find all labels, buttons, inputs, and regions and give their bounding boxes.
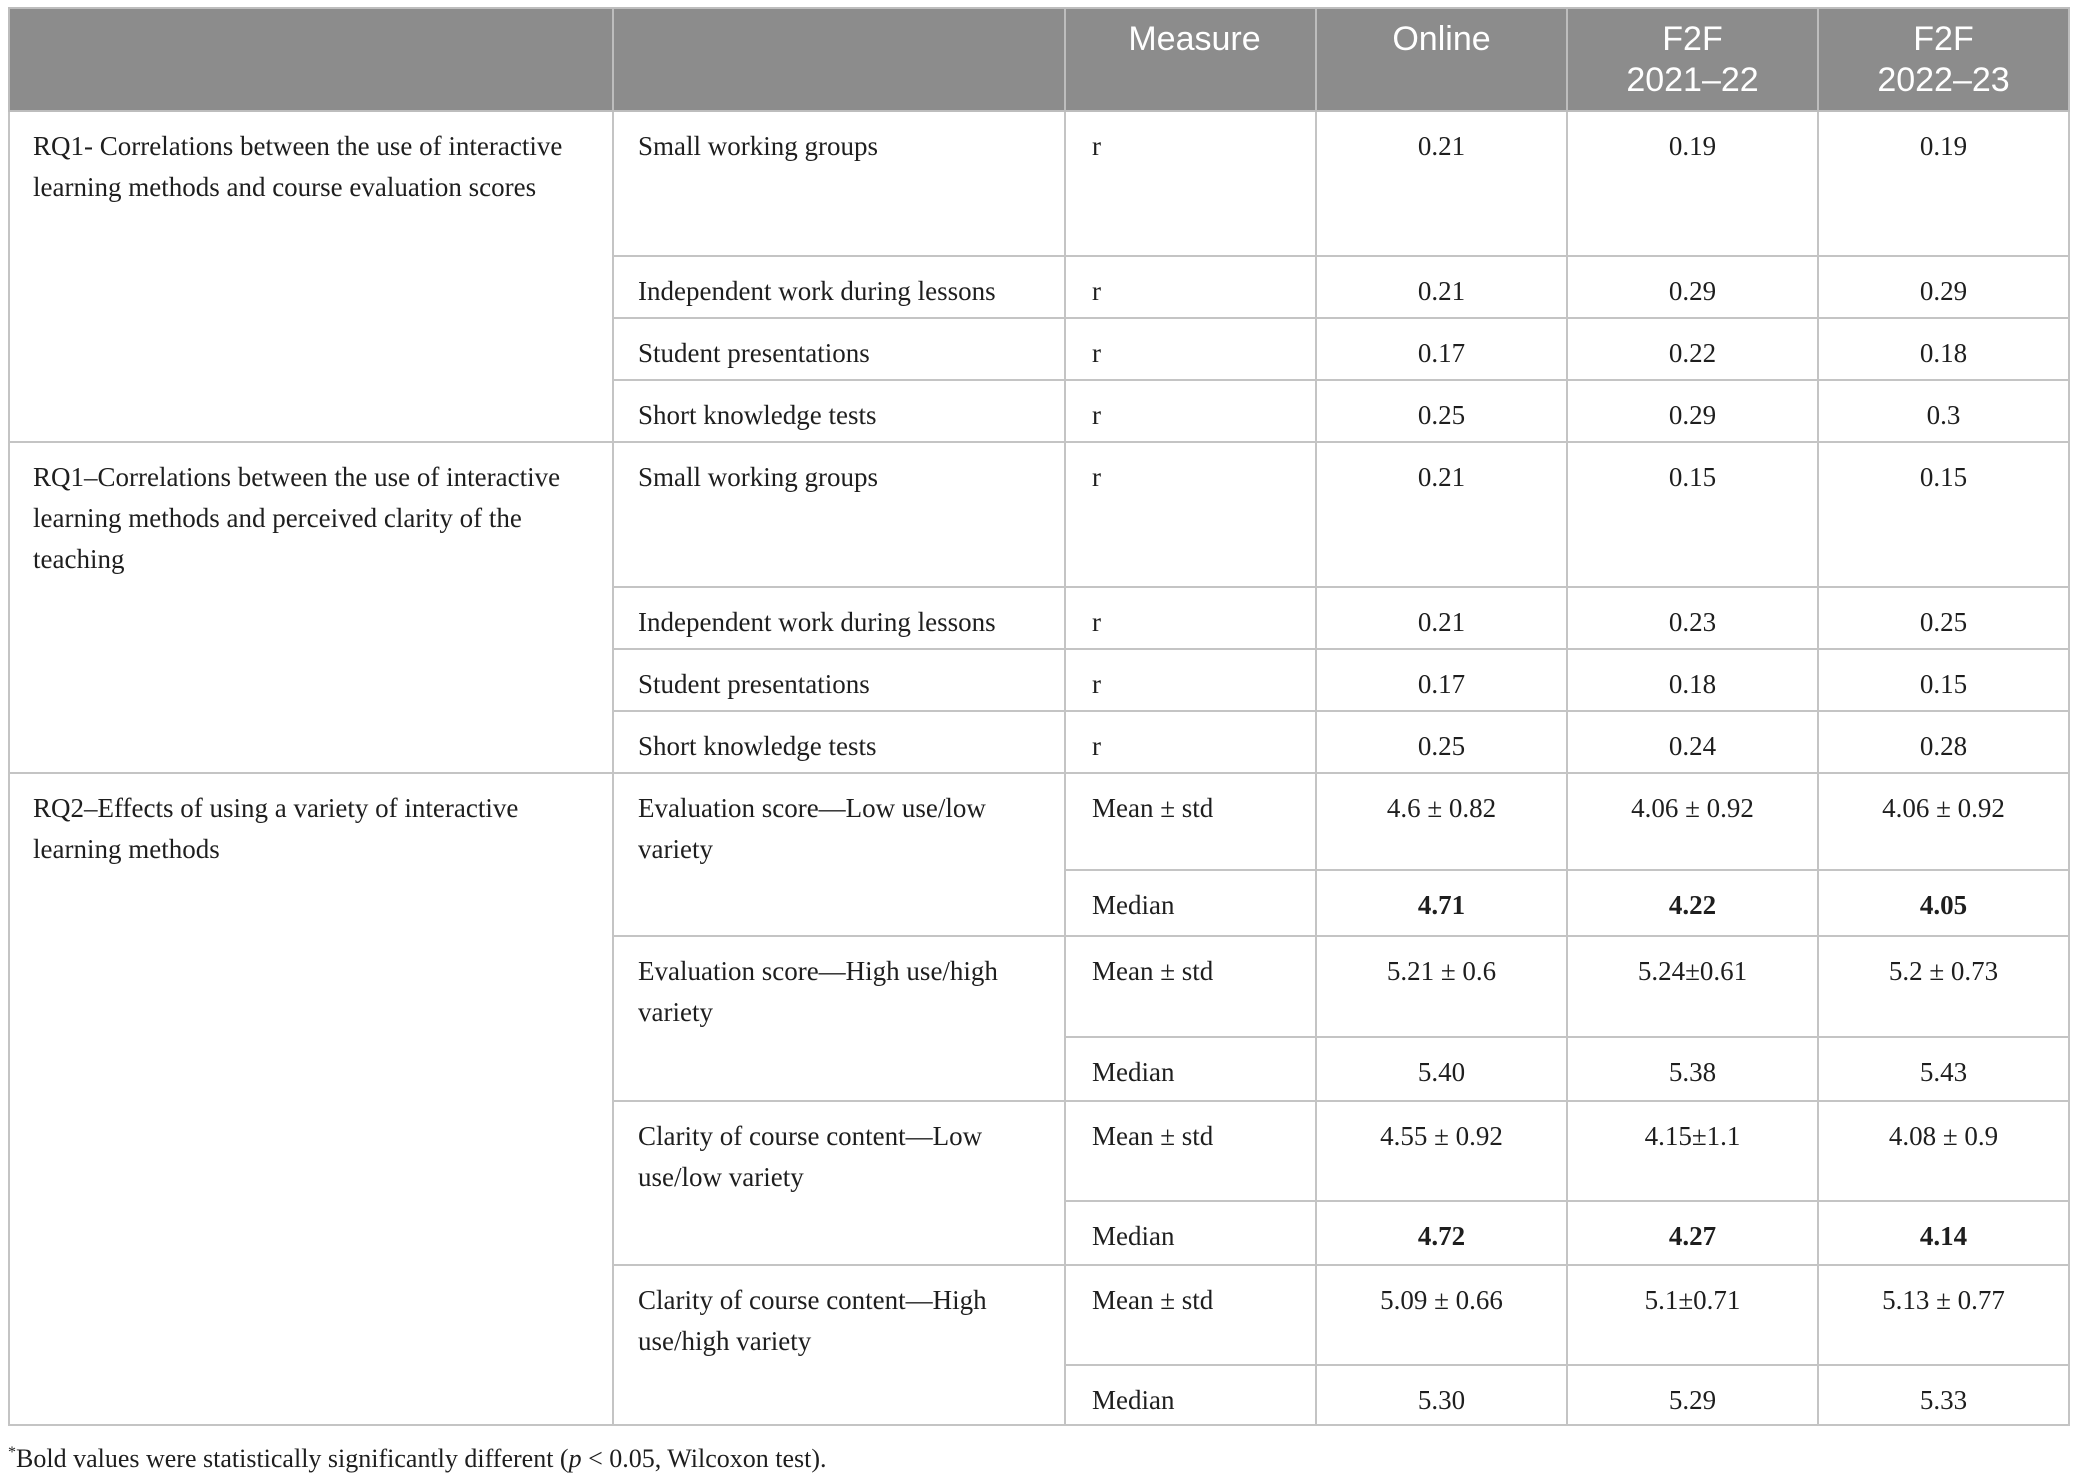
results-table [8,7,2070,1426]
f2f-2021-cell: 0.24 [1567,711,1818,773]
f2f-2022-cell: 0.19 [1818,111,2069,256]
method-cell: Student presentations [613,649,1065,711]
header-f2f-2022-line1: F2F [1913,20,1974,58]
header-method [613,8,1065,111]
header-f2f-2021-line1: F2F [1662,20,1723,58]
measure-cell: Median [1065,1365,1316,1425]
online-cell: 0.17 [1316,649,1567,711]
f2f-2021-cell: 0.15 [1567,442,1818,587]
method-cell: Small working groups [613,111,1065,256]
measure-cell: r [1065,318,1316,380]
f2f-2021-cell: 5.1±0.71 [1567,1265,1818,1365]
header-row [9,8,2069,111]
f2f-2022-cell: 0.28 [1818,711,2069,773]
header-online: Online [1316,8,1567,111]
online-cell: 0.21 [1316,587,1567,649]
f2f-2021-cell: 0.22 [1567,318,1818,380]
online-cell: 5.09 ± 0.66 [1316,1265,1567,1365]
f2f-2022-cell: 0.3 [1818,380,2069,442]
measure-cell: r [1065,587,1316,649]
measure-cell: r [1065,442,1316,587]
method-cell: Evaluation score—Low use/low variety [613,773,1065,936]
table-row [9,111,2069,256]
f2f-2021-cell: 0.19 [1567,111,1818,256]
measure-cell: Mean ± std [1065,936,1316,1037]
f2f-2021-cell: 4.06 ± 0.92 [1567,773,1818,870]
f2f-2021-cell: 5.29 [1567,1365,1818,1425]
f2f-2021-cell: 5.38 [1567,1037,1818,1101]
measure-cell: r [1065,711,1316,773]
measure-cell: Mean ± std [1065,1265,1316,1365]
online-cell: 0.21 [1316,111,1567,256]
online-cell-significant: 4.71 [1316,870,1567,936]
online-cell: 0.25 [1316,380,1567,442]
measure-cell: r [1065,111,1316,256]
f2f-2022-cell: 0.15 [1818,442,2069,587]
table-row [9,773,2069,870]
online-cell: 0.21 [1316,442,1567,587]
f2f-2022-cell-significant: 4.05 [1818,870,2069,936]
measure-cell: r [1065,649,1316,711]
online-cell: 0.21 [1316,256,1567,318]
measure-cell: Median [1065,870,1316,936]
method-cell: Independent work during lessons [613,587,1065,649]
measure-cell: r [1065,380,1316,442]
method-cell: Short knowledge tests [613,380,1065,442]
online-cell: 5.21 ± 0.6 [1316,936,1567,1037]
f2f-2022-cell: 4.08 ± 0.9 [1818,1101,2069,1201]
header-f2f-2022-23 [1818,8,2069,111]
method-cell: Short knowledge tests [613,711,1065,773]
f2f-2022-cell: 0.29 [1818,256,2069,318]
group-label-rq1-clarity: RQ1–Correlations between the use of interactive learning methods and perceived clarity of the teaching [9,442,613,773]
f2f-2021-cell: 0.29 [1567,256,1818,318]
f2f-2022-cell: 5.43 [1818,1037,2069,1101]
f2f-2022-cell: 5.2 ± 0.73 [1818,936,2069,1037]
group-label-rq1-evaluation: RQ1- Correlations between the use of interactive learning methods and course evaluation scores [9,111,613,442]
footnote-text-after: < 0.05, Wilcoxon test). [581,1444,827,1473]
online-cell: 5.30 [1316,1365,1567,1425]
f2f-2022-cell: 5.13 ± 0.77 [1818,1265,2069,1365]
f2f-2022-cell: 4.06 ± 0.92 [1818,773,2069,870]
table-row [9,442,2069,587]
header-measure: Measure [1065,8,1316,111]
f2f-2022-cell: 0.25 [1818,587,2069,649]
method-cell: Small working groups [613,442,1065,587]
footnote-marker: * [8,1444,16,1461]
f2f-2022-cell: 5.33 [1818,1365,2069,1425]
measure-cell: r [1065,256,1316,318]
online-cell: 4.55 ± 0.92 [1316,1101,1567,1201]
f2f-2021-cell: 0.23 [1567,587,1818,649]
header-f2f-2021-22 [1567,8,1818,111]
f2f-2022-cell: 0.18 [1818,318,2069,380]
method-cell: Student presentations [613,318,1065,380]
online-cell: 0.25 [1316,711,1567,773]
table-footnote [8,1444,827,1474]
footnote-p-symbol: p [568,1444,582,1473]
f2f-2022-cell: 0.15 [1818,649,2069,711]
header-f2f-2021-line2: 2021–22 [1626,61,1759,99]
header-f2f-2022-line2: 2022–23 [1877,61,2010,99]
measure-cell: Mean ± std [1065,1101,1316,1201]
method-cell: Clarity of course content—High use/high variety [613,1265,1065,1425]
method-cell: Evaluation score—High use/high variety [613,936,1065,1101]
header-group [9,8,613,111]
measure-cell: Mean ± std [1065,773,1316,870]
footnote-text-before: Bold values were statistically significantly different ( [16,1444,569,1473]
f2f-2021-cell-significant: 4.27 [1567,1201,1818,1265]
method-cell: Independent work during lessons [613,256,1065,318]
results-table-container [8,7,2068,1426]
measure-cell: Median [1065,1201,1316,1265]
f2f-2021-cell: 4.15±1.1 [1567,1101,1818,1201]
f2f-2021-cell: 5.24±0.61 [1567,936,1818,1037]
online-cell: 0.17 [1316,318,1567,380]
online-cell-significant: 4.72 [1316,1201,1567,1265]
measure-cell: Median [1065,1037,1316,1101]
online-cell: 5.40 [1316,1037,1567,1101]
f2f-2022-cell-significant: 4.14 [1818,1201,2069,1265]
online-cell: 4.6 ± 0.82 [1316,773,1567,870]
f2f-2021-cell-significant: 4.22 [1567,870,1818,936]
f2f-2021-cell: 0.18 [1567,649,1818,711]
group-label-rq2-variety: RQ2–Effects of using a variety of interactive learning methods [9,773,613,1425]
f2f-2021-cell: 0.29 [1567,380,1818,442]
method-cell: Clarity of course content—Low use/low variety [613,1101,1065,1265]
